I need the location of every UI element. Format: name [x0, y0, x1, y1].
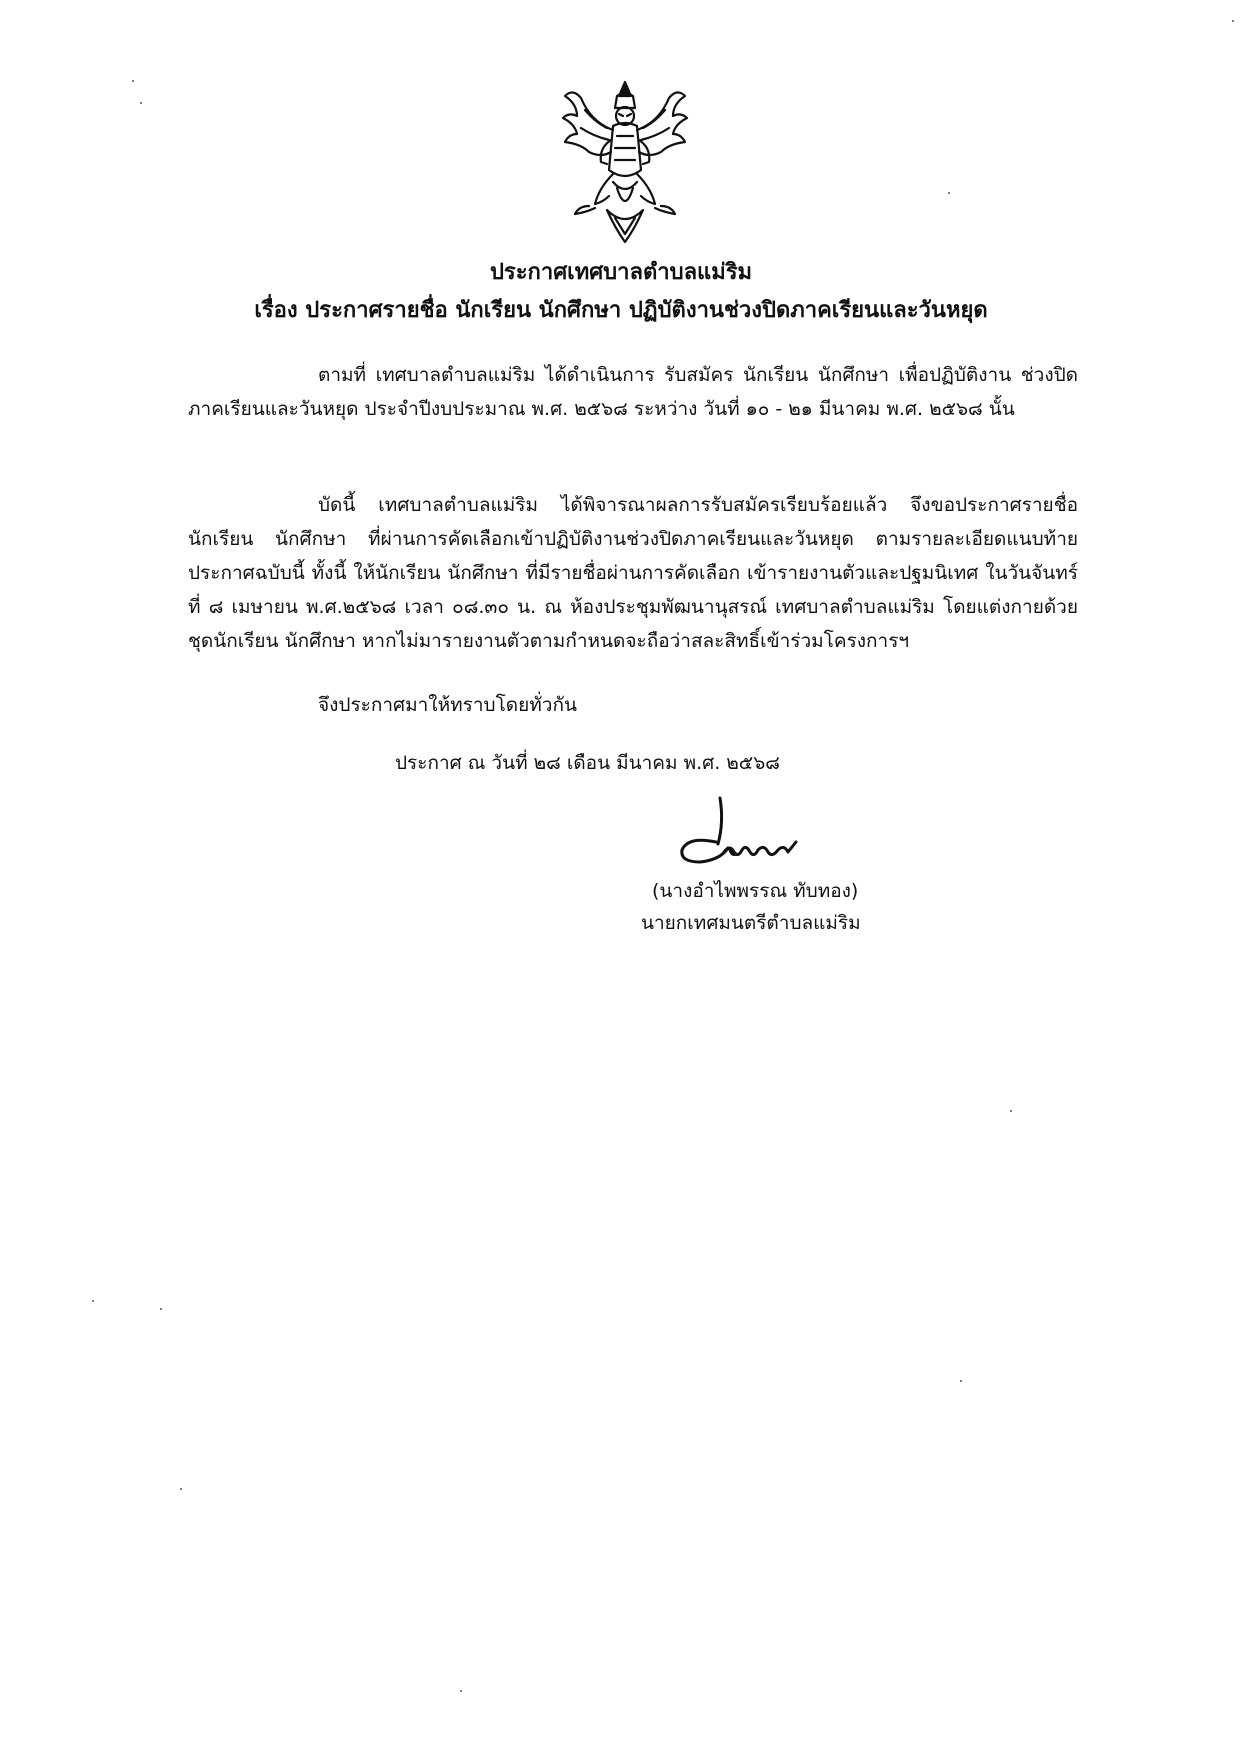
scan-speck [92, 1300, 94, 1302]
body-paragraph-1: ตามที่ เทศบาลตำบลแม่ริม ได้ดำเนินการ รับสมัคร นักเรียน นักศึกษา เพื่อปฏิบัติงาน ช่วงปิดภาคเรียนและวันหยุด ประจำปีงบประมาณ พ.ศ. ๒๕๖๘ ระหว่าง วันที่ ๑๐ - ๒๑ มีนาคม พ.ศ. ๒๕๖๘ นั้น [188, 364, 1078, 420]
announcement-date: ประกาศ ณ วันที่ ๒๘ เดือน มีนาคม พ.ศ. ๒๕๖๘ [395, 752, 780, 774]
scan-speck [180, 1488, 182, 1490]
signatory-position: นายกเทศมนตรีตำบลแม่ริม [641, 912, 861, 934]
scan-speck [132, 80, 134, 82]
closing-line: จึงประกาศมาให้ทราบโดยทั่วกัน [318, 694, 577, 716]
signatory-name: (นางอำไพพรรณ ทับทอง) [652, 880, 859, 902]
scan-speck [960, 1380, 962, 1382]
scan-speck [140, 102, 142, 104]
scan-speck [160, 1308, 162, 1310]
body-paragraph-2: บัดนี้ เทศบาลตำบลแม่ริม ได้พิจารณาผลการรับสมัครเรียบร้อยแล้ว จึงขอประกาศรายชื่อ นักเรียน นักศึกษา ที่ผ่านการคัดเลือกเข้าปฏิบัติงานช่วงปิดภาคเรียนและวันหยุด ตามรายละเอียดแนบท้าย ประกาศฉบับนี้ ทั้งนี้ ให้นักเรียน นักศึกษา ที่มีรายชื่อผ่านการคัดเลือก เข้ารายงานตัวและปฐมนิเทศ ในวันจันทร์ที่ ๘ เมษายน พ.ศ.๒๕๖๘ เวลา ๐๘.๓๐ น. ณ ห้องประชุมพัฒนานุสรณ์ เทศบาลตำบลแม่ริม โดยแต่งกายด้วยชุดนักเรียน นักศึกษา หากไม่มารายงานตัวตามกำหนดจะถือว่าสละสิทธิ์เข้าร่วมโครงการฯ [188, 494, 1078, 652]
handwritten-signature [668, 792, 818, 872]
scan-speck [1010, 1110, 1012, 1112]
scan-speck [948, 192, 950, 194]
announcement-subject: เรื่อง ประกาศรายชื่อ นักเรียน นักศึกษา ปฏิบัติงานช่วงปิดภาคเรียนและวันหยุด [254, 298, 988, 323]
scan-speck [1232, 20, 1234, 22]
garuda-emblem-icon [555, 78, 695, 248]
scan-speck [460, 1690, 462, 1692]
announcement-title: ประกาศเทศบาลตำบลแม่ริม [489, 260, 753, 285]
